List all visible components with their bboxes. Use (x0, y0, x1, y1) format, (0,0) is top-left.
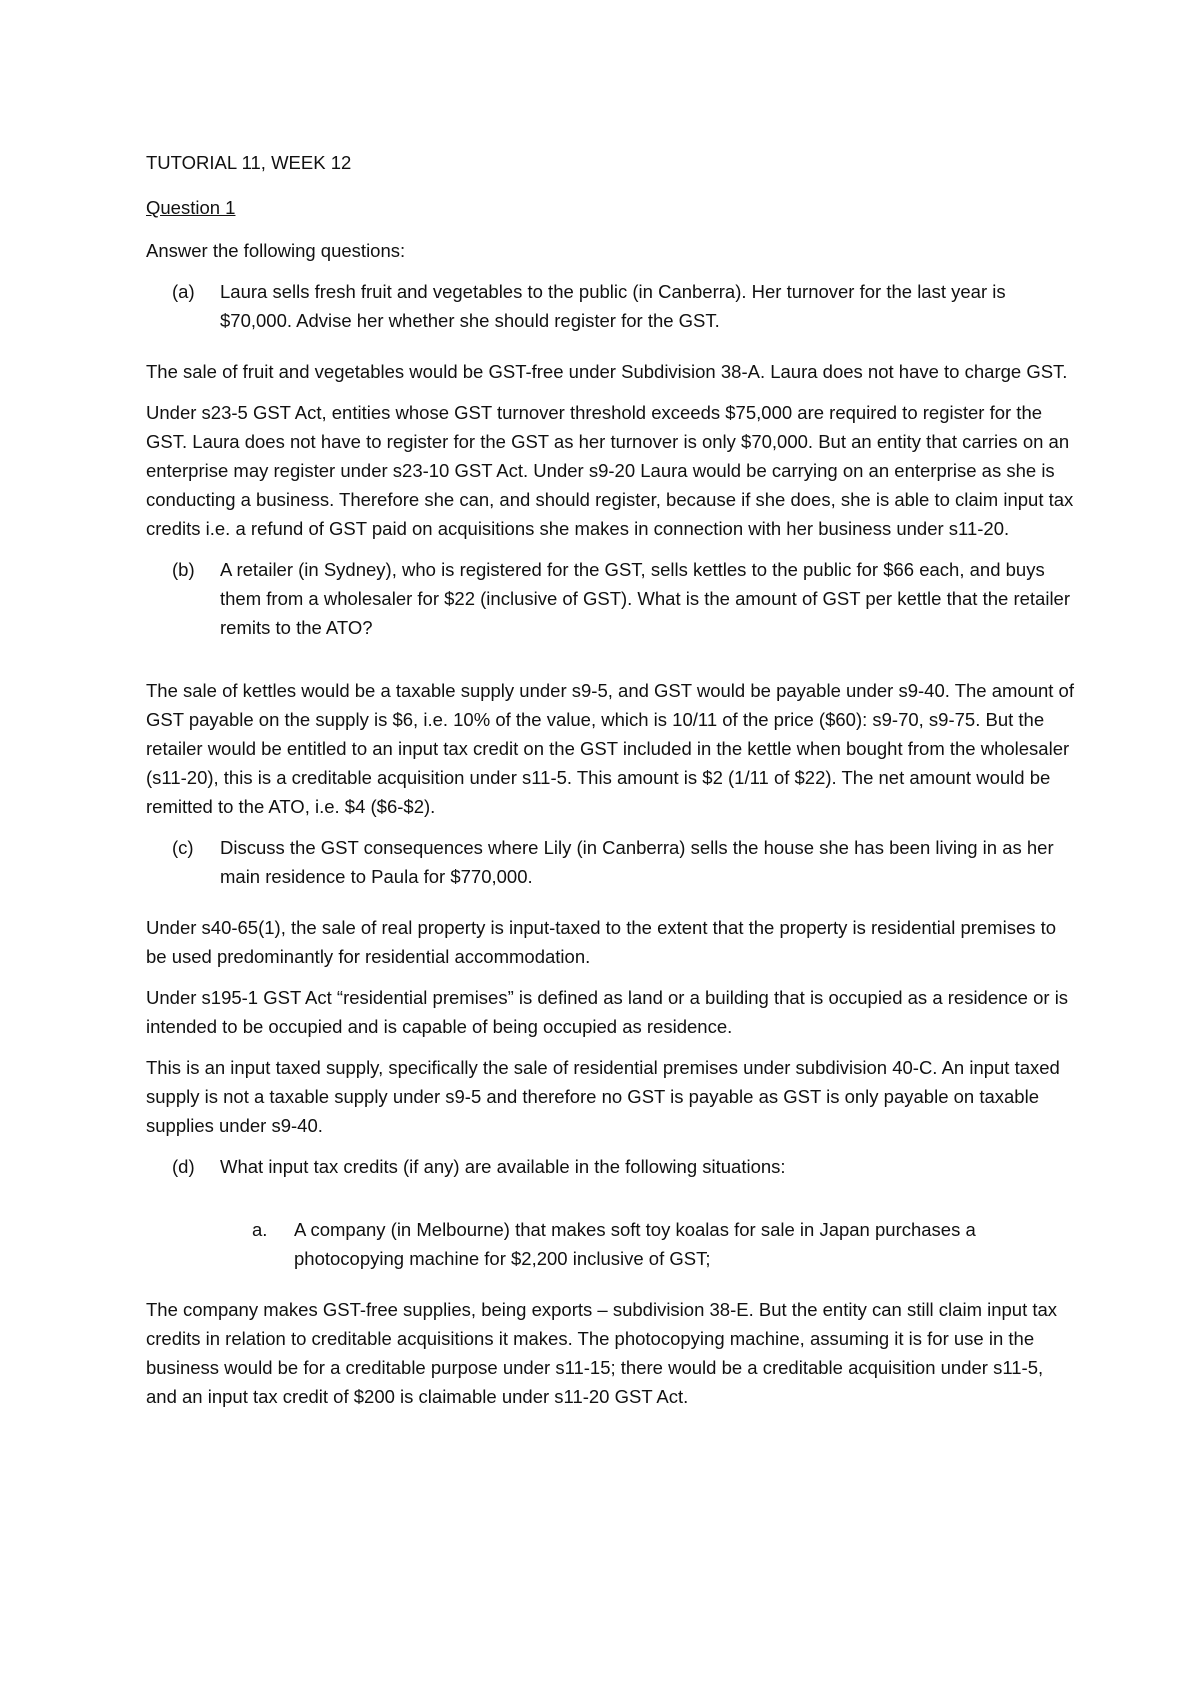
intro-text: Answer the following questions: (146, 240, 406, 261)
part-a-answer-1: The sale of fruit and vegetables would be GST-free under Subdivision 38-A. Laura does not have to charge GST. (146, 361, 1068, 382)
part-b-question-text: A retailer (in Sydney), who is registered for the GST, sells kettles to the public for $66 each, and buys them from a wholesaler for $22 (inclusive of GST). What is the amount of GST per kettle that the retailer remits to the ATO? (220, 559, 1070, 638)
part-d-sub-a-answer-1: The company makes GST-free supplies, being exports – subdivision 38-E. But the entity can still claim input tax credits in relation to creditable acquisitions it makes. The photocopying machine, assuming it is for use in the business would be for a creditable purpose under s11-15; there would be a creditable acquisition under s11-5, and an input tax credit of $200 is claimable under s11-20 GST Act. (146, 1299, 1058, 1407)
part-c-answer-3: This is an input taxed supply, specifically the sale of residential premises under subdivision 40-C. An input taxed supply is not a taxable supply under s9-5 and therefore no GST is payable as GST is only payable on taxable supplies under s9-40. (146, 1057, 1060, 1136)
part-d-sub-a-question (252, 1215, 1076, 1273)
document-body (146, 148, 1076, 1423)
part-d-marker: (d) (172, 1156, 195, 1177)
part-d-sub-a-marker: a. (252, 1219, 268, 1240)
part-d-question-text: What input tax credits (if any) are available in the following situations: (220, 1156, 786, 1177)
part-a-marker: (a) (172, 281, 195, 302)
part-c-answer-1: Under s40-65(1), the sale of real property is input-taxed to the extent that the property is residential premises to be used predominantly for residential accommodation. (146, 917, 1057, 967)
part-c-answer-2: Under s195-1 GST Act “residential premises” is defined as land or a building that is occupied as a residence or is intended to be occupied and is capable of being occupied as residence. (146, 987, 1069, 1037)
part-d-sub-a-question-text: A company (in Melbourne) that makes soft toy koalas for sale in Japan purchases a photocopying machine for $2,200 inclusive of GST; (294, 1219, 976, 1269)
question-heading: Question 1 (146, 197, 236, 218)
part-b-marker: (b) (172, 559, 195, 580)
part-b-question (172, 555, 1076, 642)
part-d-question (172, 1152, 1076, 1181)
part-c-question-text: Discuss the GST consequences where Lily (in Canberra) sells the house she has been living in as her main residence to Paula for $770,000. (220, 837, 1054, 887)
part-a-question (172, 277, 1076, 335)
part-a-question-text: Laura sells fresh fruit and vegetables to the public (in Canberra). Her turnover for the last year is $70,000. Advise her whether she should register for the GST. (220, 281, 1006, 331)
part-a-answer-2: Under s23-5 GST Act, entities whose GST turnover threshold exceeds $75,000 are required to register for the GST. Laura does not have to register for the GST as her turnover is only $70,000. But an entity that carries on an enterprise may register under s23-10 GST Act. Under s9-20 Laura would be carrying on an enterprise as she is conducting a business. Therefore she can, and should register, because if she does, she is able to claim input tax credits i.e. a refund of GST paid on acquisitions she makes in connection with her business under s11-20. (146, 402, 1074, 539)
part-c-question (172, 833, 1076, 891)
part-c-marker: (c) (172, 837, 194, 858)
part-b-answer-1: The sale of kettles would be a taxable supply under s9-5, and GST would be payable under s9-40. The amount of GST payable on the supply is $6, i.e. 10% of the value, which is 10/11 of the price ($60): s9-70, s9-75. But the retailer would be entitled to an input tax credit on the GST included in the kettle when bought from the wholesaler (s11-20), this is a creditable acquisition under s11-5. This amount is $2 (1/11 of $22). The net amount would be remitted to the ATO, i.e. $4 ($6-$2). (146, 680, 1074, 817)
tutorial-header: TUTORIAL 11, WEEK 12 (146, 152, 352, 173)
